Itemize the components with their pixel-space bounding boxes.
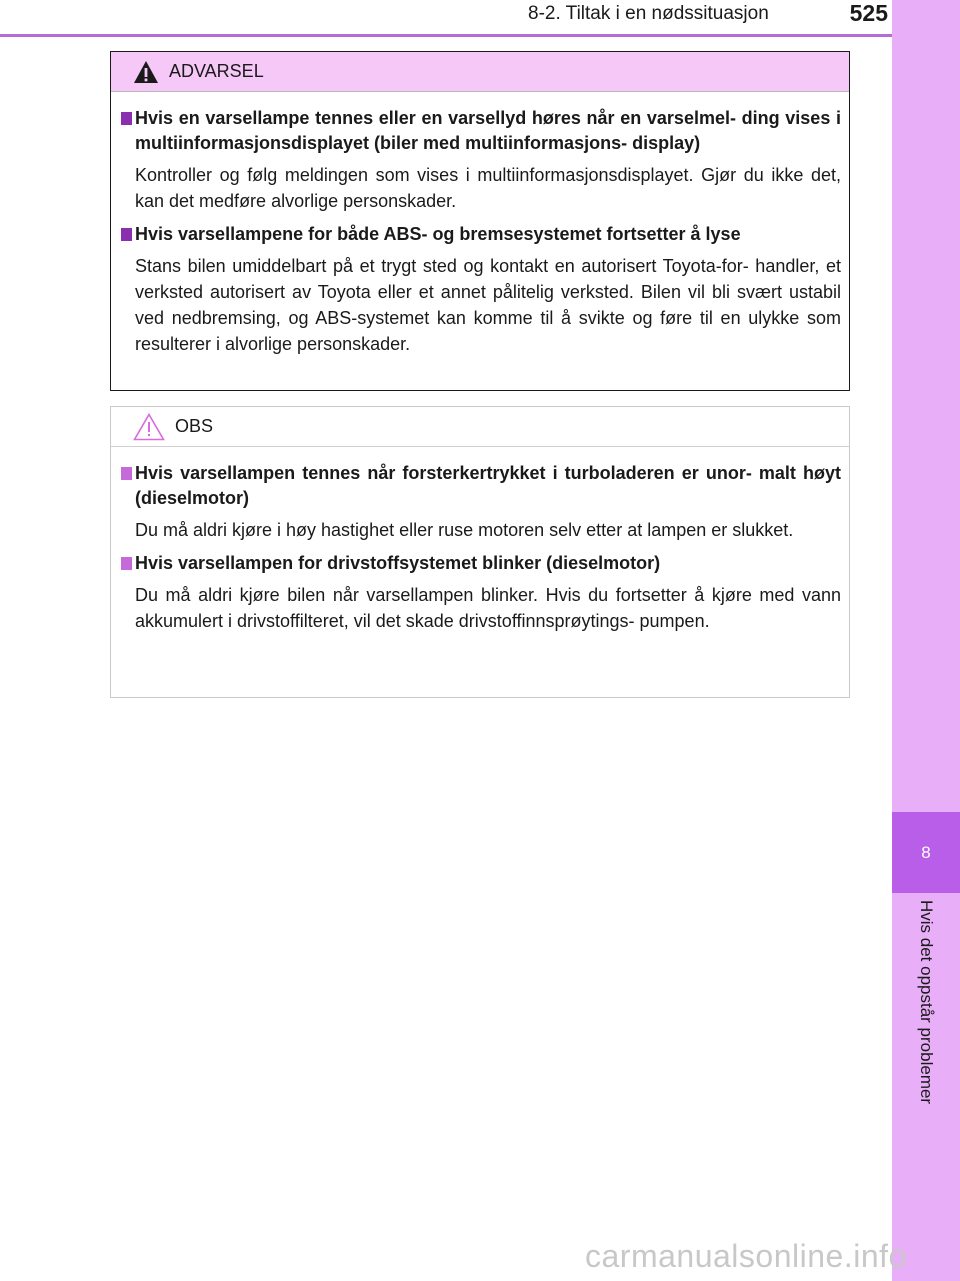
warning-item-title-text: Hvis en varsellampe tennes eller en varsellyd høres når en varselmel- ding vises i multiinformasjonsdisplayet (biler med multiinformasjons- display) bbox=[135, 108, 841, 153]
warning-header bbox=[111, 52, 849, 92]
notice-item-text: Du må aldri kjøre bilen når varsellampen blinker. Hvis du fortsetter å kjøre med vann akkumulert i drivstoffilteret, vil det skade drivstoffinnsprøytings- pumpen. bbox=[135, 585, 841, 631]
warning-item-text: Stans bilen umiddelbart på et trygt sted og kontakt en autorisert Toyota-for- handler, et verksted autorisert av Toyota eller et annet pålitelig verksted. Bilen vil bli svært ustabil ved nedbremsing, og ABS-systemet kan komme til å svikte og føre til en ulykke som resulterer i alvorlige personskader. bbox=[135, 256, 841, 354]
notice-item-title-text: Hvis varsellampen tennes når forsterkertrykket i turboladeren er unor- malt høyt (dieselmotor) bbox=[135, 463, 841, 508]
bullet-square-icon bbox=[121, 112, 132, 125]
caution-triangle-icon bbox=[133, 413, 165, 441]
bullet-square-icon bbox=[121, 467, 132, 480]
chapter-title: Hvis det oppstår problemer bbox=[917, 900, 936, 1105]
warning-triangle-icon bbox=[133, 60, 159, 84]
warning-item-text: Kontroller og følg meldingen som vises i multiinformasjonsdisplayet. Gjør du ikke det, kan det medføre alvorlige personskader. bbox=[135, 165, 841, 211]
warning-box bbox=[110, 51, 850, 391]
page-number: 525 bbox=[849, 0, 888, 26]
notice-box bbox=[110, 406, 850, 698]
notice-header bbox=[111, 407, 849, 447]
bullet-square-icon bbox=[121, 557, 132, 570]
notice-item-text: Du må aldri kjøre i høy hastighet eller ruse motoren selv etter at lampen er slukket. bbox=[135, 520, 794, 540]
notice-item-title-text: Hvis varsellampen for drivstoffsystemet blinker (dieselmotor) bbox=[135, 553, 661, 573]
section-title: 8-2. Tiltak i en nødssituasjon bbox=[528, 3, 769, 24]
notice-item-title bbox=[119, 551, 841, 576]
warning-item-title bbox=[119, 222, 841, 247]
watermark-link[interactable]: carmanualsonline.info bbox=[585, 1238, 907, 1274]
warning-label: ADVARSEL bbox=[169, 61, 264, 81]
notice-label: OBS bbox=[175, 416, 214, 436]
notice-item-title bbox=[119, 461, 841, 511]
warning-item-title bbox=[119, 106, 841, 156]
bullet-square-icon bbox=[121, 228, 132, 241]
chapter-number-badge: 8 bbox=[892, 812, 960, 893]
header-divider bbox=[0, 34, 892, 37]
warning-item-title-text: Hvis varsellampene for både ABS- og bremsesystemet fortsetter å lyse bbox=[135, 224, 741, 244]
